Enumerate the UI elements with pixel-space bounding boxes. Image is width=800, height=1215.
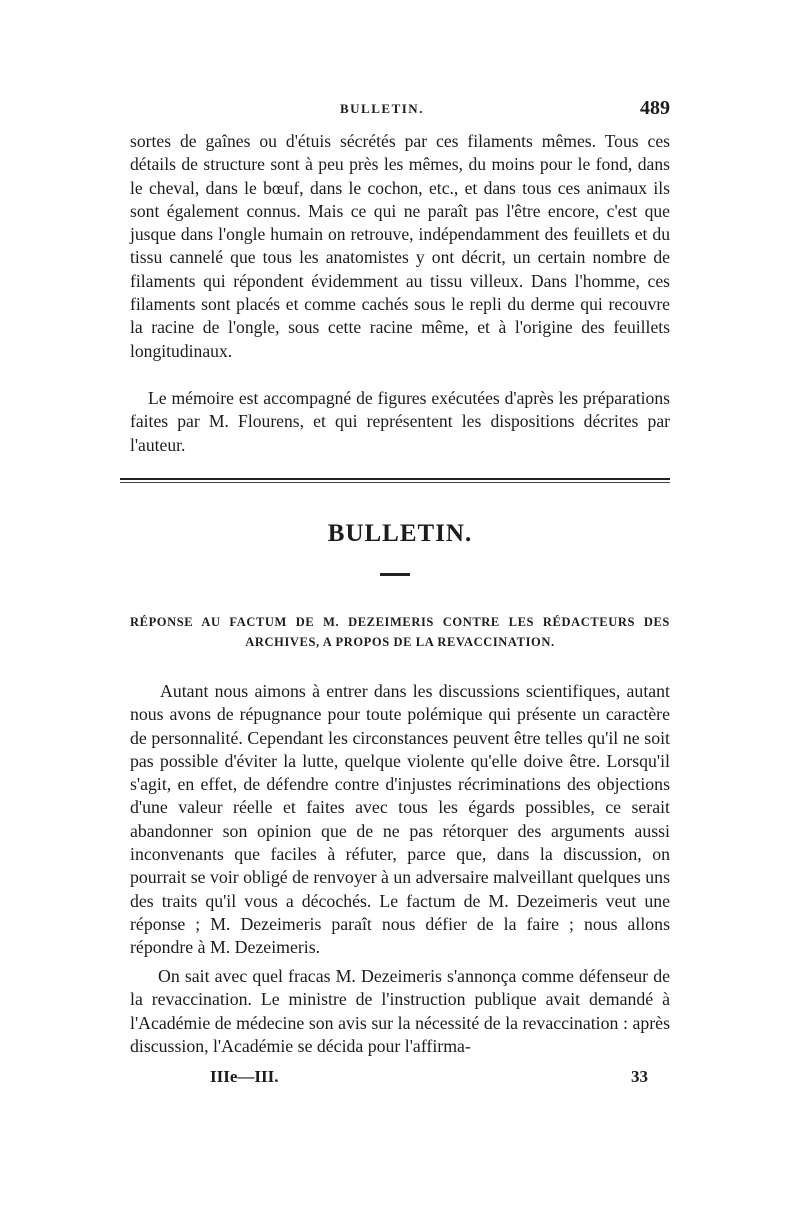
- paragraph-reply-intro: Autant nous aimons à entrer dans les discussions scientifiques, autant nous avons de répugnance pour toute polémique qui présente un caractère de personnalité. Cependant les circonstances peuvent être telles qu'il ne soit pas possible d'éviter la lutte, quelque violente qu'elle doive être. Lorsqu'il s'agit, en effet, de défendre contre d'injustes récriminations des objections d'une valeur réelle et faites avec tous les égards possibles, ce serait abandonner son opinion que de ne pas rétorquer des arguments aussi inconvenants que faciles à réfuter, parce que, dans la discussion, on pourrait se voir obligé de renvoyer à un adversaire malveillant quelques uns des traits qu'il vous a décochés. Le factum de M. Dezeimeris veut une réponse ; M. Dezeimeris paraît nous défier de la faire ; nous allons répondre à M. Dezeimeris.: [130, 681, 670, 958]
- paragraph-memoir-figures: Le mémoire est accompagné de figures exécutées d'après les préparations faites par M. Flourens, et qui représentent les dispositions décrites par l'auteur.: [130, 388, 670, 455]
- section-rule-thick: [120, 478, 670, 480]
- section-dash: [380, 573, 410, 576]
- running-title: BULLETIN.: [340, 101, 424, 116]
- paragraph-revaccination: On sait avec quel fracas M. Dezeimeris s'annonça comme défenseur de la revaccination. Le ministre de l'instruction publique avait demandé à l'Académie de médecine son avis sur la nécessité de la revaccination : après discussion, l'Académie se décida pour l'affirma-: [130, 966, 670, 1056]
- section-title: BULLETIN.: [327, 520, 473, 547]
- section-rule-thin: [120, 482, 670, 483]
- article-subheading: RÉPONSE AU FACTUM DE M. DEZEIMERIS CONTRE LES RÉDACTEURS DES ARCHIVES, A PROPOS DE LA REVACCINATION.: [130, 615, 670, 649]
- paragraph-continued: sortes de gaînes ou d'étuis sécrétés par ces filaments mêmes. Tous ces détails de structure sont à peu près les mêmes, du moins pour le fond, dans le cheval, dans le bœuf, dans le cochon, etc., et dans tous ces animaux ils sont également connus. Mais ce qui ne paraît pas l'être encore, c'est que jusque dans l'ongle humain on retrouve, indépendamment des feuillets et du tissu cannelé que tous les anatomistes y ont décrit, un certain nombre de filaments qui répondent évidemment au tissu villeux. Dans l'homme, ces filaments sont placés et comme cachés sous le repli du derme qui recouvre la racine de l'ongle, sous cette racine même, et à l'origine des feuillets longitudinaux.: [130, 131, 670, 361]
- running-head: [130, 97, 670, 125]
- signature-mark: IIIe—III.: [210, 1067, 279, 1086]
- sheet-number: 33: [631, 1067, 648, 1086]
- page-number: 489: [640, 97, 670, 119]
- sheet-signature: [210, 1067, 670, 1091]
